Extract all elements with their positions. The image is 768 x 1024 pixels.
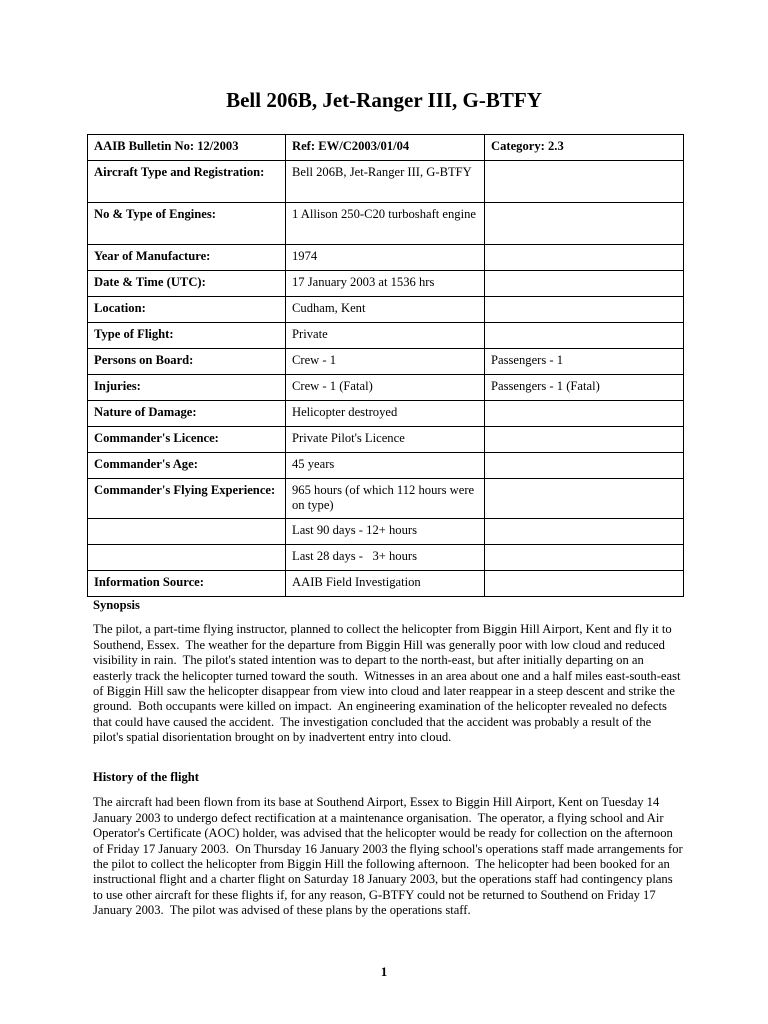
row-extra: Passengers - 1 (Fatal) — [485, 375, 684, 401]
table-header-row — [88, 135, 684, 161]
row-extra — [485, 245, 684, 271]
category: Category: 2.3 — [485, 135, 684, 161]
row-value: Crew - 1 (Fatal) — [286, 375, 485, 401]
section-heading: History of the flight — [93, 770, 199, 784]
table-row — [88, 453, 684, 479]
table-row — [88, 271, 684, 297]
synopsis-text: The pilot, a part-time flying instructor, planned to collect the helicopter from Biggin Hill Airport, Kent and fly it to Southend, Essex. The weather for the departure from Biggin Hill was generally poor with low cloud and reduced visibility in rain. The pilot's stated intention was to depart to the north-east, but after initially departing on an easterly track the helicopter turned toward the south. Witnesses in an area about one and a half miles east-south-east of Biggin Hill saw the helicopter disappear from view into cloud and later reappear in a steep descent and strike the ground. Both occupants were killed on impact. An engineering examination of the helicopter revealed no defects that could have caused the accident. The investigation concluded that the accident was probably a result of the pilot's spatial disorientation brought on by inadvertent entry into cloud. — [93, 622, 684, 745]
table-row — [88, 203, 684, 245]
reference-number: Ref: EW/C2003/01/04 — [286, 135, 485, 161]
row-extra: Passengers - 1 — [485, 349, 684, 375]
row-value: 1974 — [286, 245, 485, 271]
row-extra — [485, 571, 684, 597]
row-label: Type of Flight: — [88, 323, 286, 349]
row-value: Private Pilot's Licence — [286, 427, 485, 453]
table-row — [88, 427, 684, 453]
aircraft-info-table — [87, 134, 684, 597]
bulletin-number: AAIB Bulletin No: 12/2003 — [88, 135, 286, 161]
table-row — [88, 245, 684, 271]
row-label: No & Type of Engines: — [88, 203, 286, 245]
row-value: Crew - 1 — [286, 349, 485, 375]
row-value: AAIB Field Investigation — [286, 571, 485, 597]
row-value: 965 hours (of which 112 hours were on type) — [286, 479, 485, 519]
row-label: Date & Time (UTC): — [88, 271, 286, 297]
synopsis-section — [93, 598, 683, 746]
table-row — [88, 297, 684, 323]
document-title: Bell 206B, Jet-Ranger III, G-BTFY — [226, 88, 542, 112]
row-label: Persons on Board: — [88, 349, 286, 375]
history-section — [93, 770, 686, 919]
row-extra — [485, 401, 684, 427]
row-value: Helicopter destroyed — [286, 401, 485, 427]
row-value: 1 Allison 250-C20 turboshaft engine — [286, 203, 485, 245]
section-heading: Synopsis — [93, 598, 140, 612]
row-value: Last 28 days - 3+ hours — [286, 545, 485, 571]
row-extra — [485, 323, 684, 349]
row-label: Aircraft Type and Registration: — [88, 161, 286, 203]
row-label — [88, 545, 286, 571]
table-row — [88, 401, 684, 427]
page-number: 1 — [380, 964, 388, 979]
table-row — [88, 545, 684, 571]
table-row — [88, 479, 684, 519]
row-label: Nature of Damage: — [88, 401, 286, 427]
row-extra — [485, 479, 684, 519]
row-label: Information Source: — [88, 571, 286, 597]
row-extra — [485, 203, 684, 245]
history-text: The aircraft had been flown from its base at Southend Airport, Essex to Biggin Hill Airport, Kent on Tuesday 14 January 2003 to undergo defect rectification at a maintenance organisation. The operator, a flying school and Air Operator's Certificate (AOC) holder, was advised that the helicopter would be ready for collection on the afternoon of Friday 17 January 2003. On Thursday 16 January 2003 the flying school's operations staff made arrangements for the pilot to collect the helicopter from Biggin Hill the following afternoon. The helicopter had been booked for an instructional flight and a charter flight on Saturday 18 January 2003, but the operations staff had contingency plans to use other aircraft for these flights if, for any reason, G-BTFY could not be returned to Southend on Friday 17 January 2003. The pilot was advised of these plans by the operations staff. — [93, 795, 686, 918]
table-row — [88, 375, 684, 401]
table-row — [88, 161, 684, 203]
table-row — [88, 323, 684, 349]
row-label: Commander's Flying Experience: — [88, 479, 286, 519]
row-label: Commander's Licence: — [88, 427, 286, 453]
row-label — [88, 519, 286, 545]
row-label: Location: — [88, 297, 286, 323]
row-value: Cudham, Kent — [286, 297, 485, 323]
row-value: Private — [286, 323, 485, 349]
table-row — [88, 349, 684, 375]
row-value: 17 January 2003 at 1536 hrs — [286, 271, 485, 297]
row-value: 45 years — [286, 453, 485, 479]
table-row — [88, 571, 684, 597]
table-row — [88, 519, 684, 545]
row-label: Year of Manufacture: — [88, 245, 286, 271]
row-extra — [485, 161, 684, 203]
row-extra — [485, 545, 684, 571]
row-extra — [485, 453, 684, 479]
row-label: Injuries: — [88, 375, 286, 401]
row-value: Last 90 days - 12+ hours — [286, 519, 485, 545]
row-extra — [485, 427, 684, 453]
row-extra — [485, 519, 684, 545]
row-label: Commander's Age: — [88, 453, 286, 479]
row-extra — [485, 297, 684, 323]
row-extra — [485, 271, 684, 297]
row-value: Bell 206B, Jet-Ranger III, G-BTFY — [286, 161, 485, 203]
